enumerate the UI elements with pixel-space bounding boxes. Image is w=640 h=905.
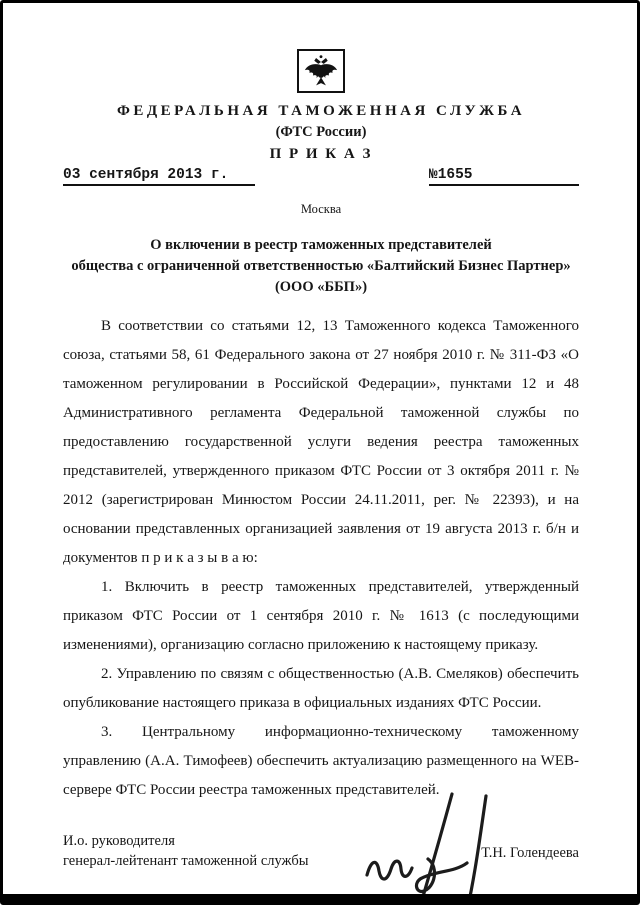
coat-of-arms-emblem [297,49,345,93]
document-date: 03 сентября 2013 г. [63,167,255,186]
document-type-title: П Р И К А З [269,146,373,162]
subject-line-1: О включении в реестр таможенных представителей [150,237,492,253]
date-number-row [63,167,579,186]
signer-titles [63,831,309,871]
double-headed-eagle-icon [303,54,339,88]
intro-paragraph: В соответствии со статьями 12, 13 Таможенного кодекса Таможенного союза, статьями 58, 61 Федерального закона от 27 ноября 2010 г. № 311-ФЗ «О таможенном регулировании в Российской Федерации», пунктами 12 и 48 Административного регламента Федеральной таможенной службы по предоставлению государственной услуги ведения реестра таможенных представителей, утвержденного приказом ФТС России от 3 октября 2011 г. № 2012 (зарегистрирован Минюстом России 24.11.2011, рег. № 22393), и на основании представленных организацией заявления от 19 августа 2013 г. б/н и документов п р и к а з ы в а ю: [63,318,579,566]
order-item-2: 2. Управлению по связям с общественностью (А.В. Смеляков) обеспечить опубликование настоящего приказа в официальных изданиях ФТС России. [63,666,579,711]
org-short-name: (ФТС России) [275,124,367,140]
order-item-3: 3. Центральному информационно-техническому таможенному управлению (А.А. Тимофеев) обеспечить актуализацию размещенного на WEB-сервере ФТС России реестра таможенных представителей. [63,724,579,798]
document-number: №1655 [429,167,579,186]
document-body [63,312,579,805]
signer-title-line-1: И.о. руководителя [63,833,175,849]
signature-block [63,831,579,871]
subject-line-3: (ООО «ББП») [274,279,368,295]
signer-name: Т.Н. Голендеева [481,845,579,861]
order-item-1: 1. Включить в реестр таможенных представителей, утвержденный приказом ФТС России от 1 сентября 2010 г. № 1613 (с последующими изменениями), организацию согласно приложению к настоящему приказу. [63,579,579,653]
org-name: ФЕДЕРАЛЬНАЯ ТАМОЖЕННАЯ СЛУЖБА [116,103,526,119]
city-label: Москва [300,202,342,216]
subject-line-2: общества с ограниченной ответственностью «Балтийский Бизнес Партнер» [71,258,571,274]
handwritten-signature-icon [331,789,506,905]
signer-title-line-2: генерал-лейтенант таможенной службы [63,853,309,869]
document-subject [63,235,579,298]
